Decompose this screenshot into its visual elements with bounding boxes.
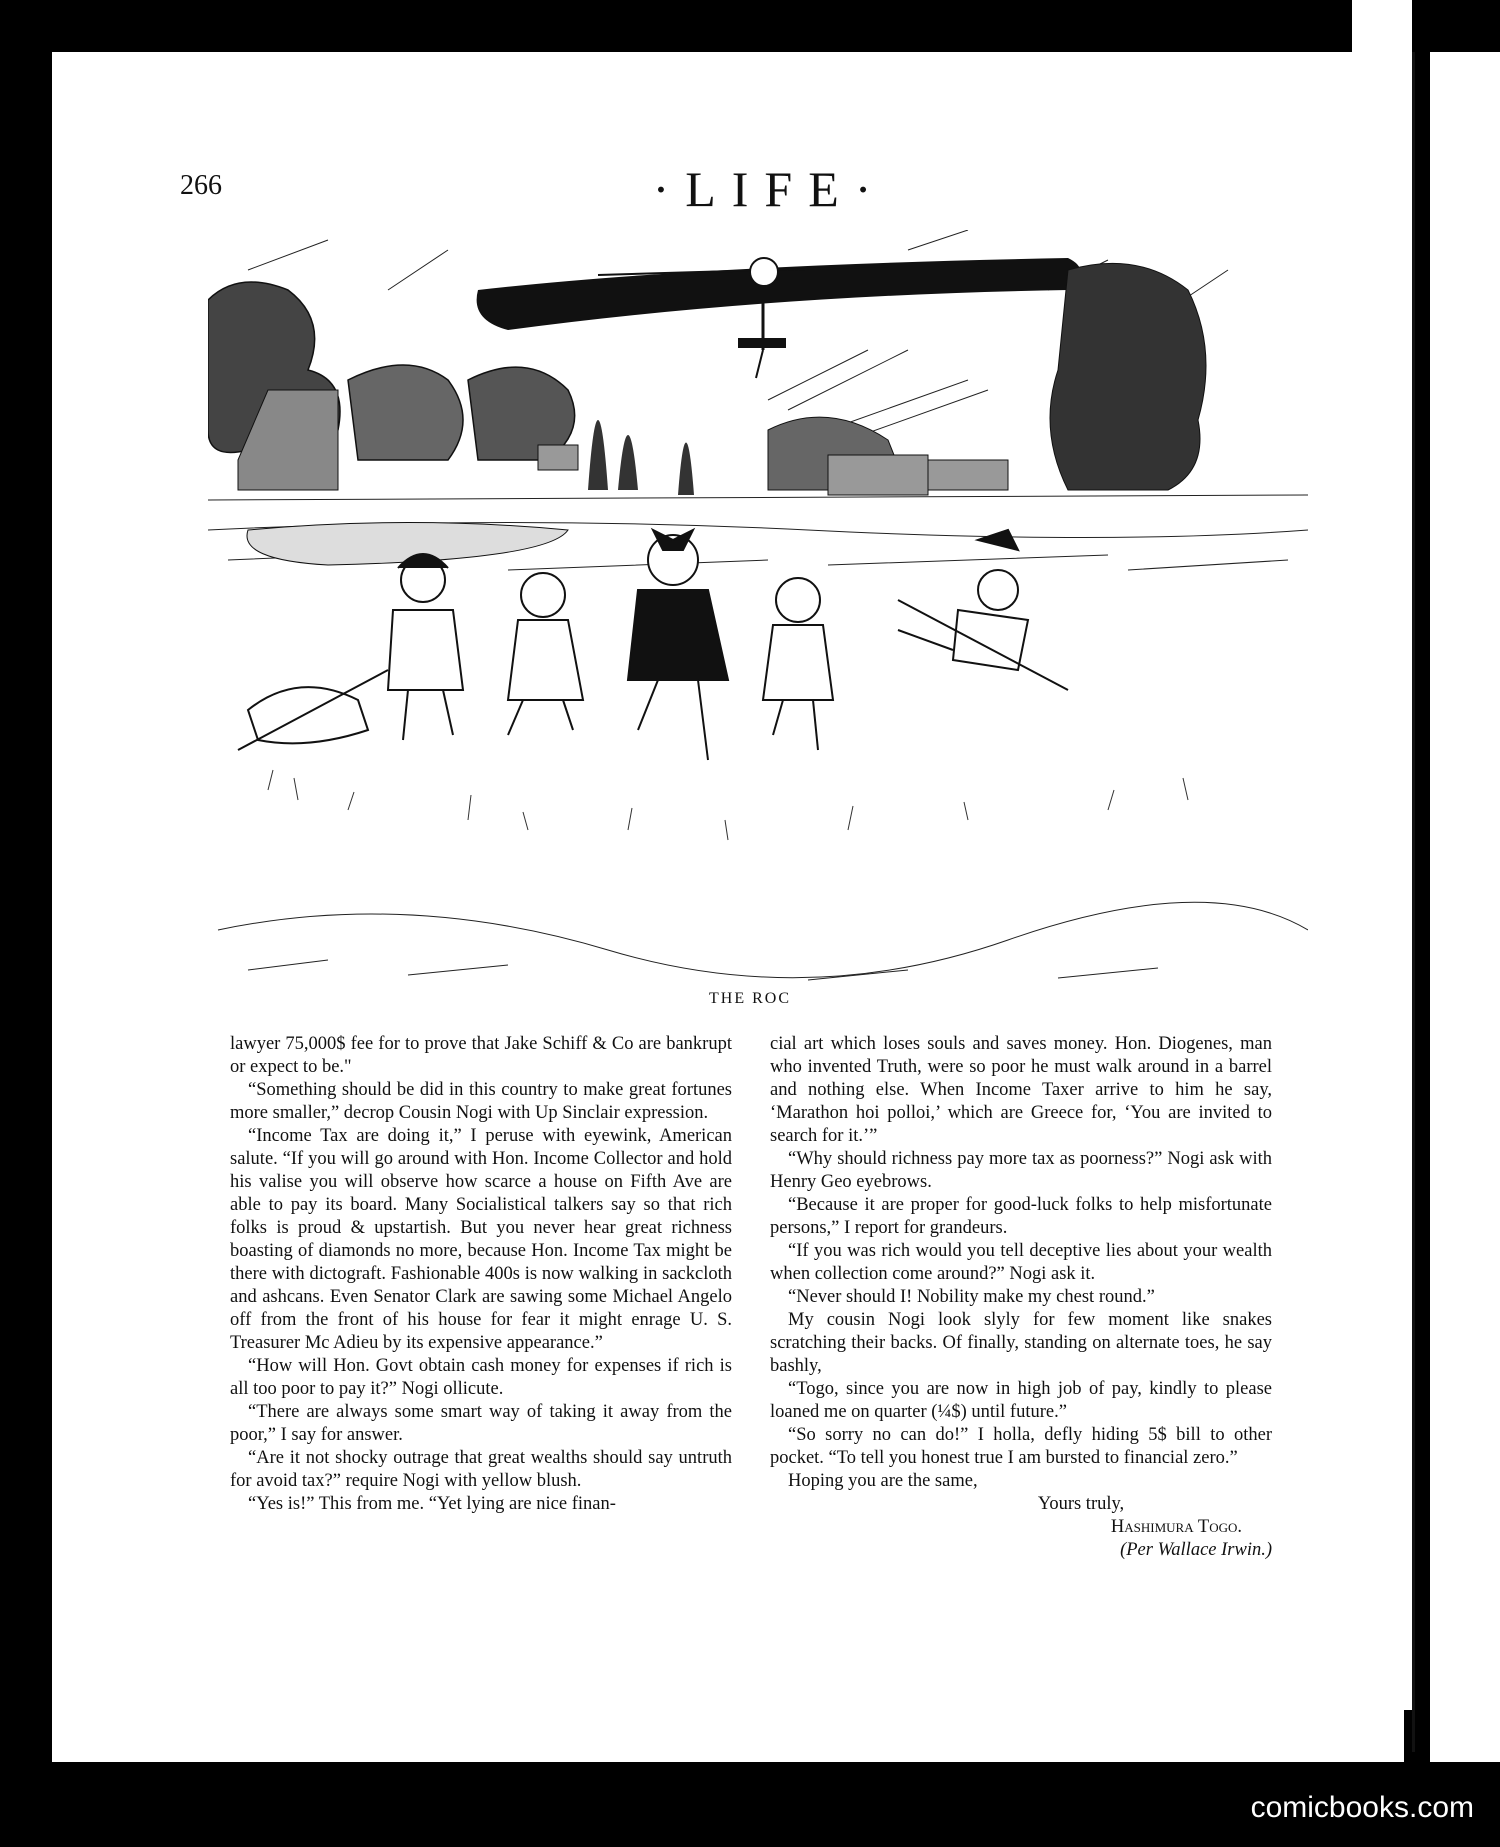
paragraph: lawyer 75,000$ fee for to prove that Jake Schiff & Co are bankrupt or expect to be." [230, 1034, 732, 1077]
paragraph: “If you was rich would you tell deceptive lies about your wealth when collection come around?” Nogi ask it. [770, 1241, 1272, 1284]
airplane-icon [477, 258, 1081, 378]
author-attribution: (Per Wallace Irwin.) [1120, 1540, 1272, 1560]
letter-closing: Hoping you are the same, [788, 1471, 978, 1491]
binding-spine [1412, 52, 1415, 1752]
facing-page-edge [1430, 52, 1500, 1762]
paragraph: “Are it not shocky outrage that great wealths should say untruth for avoid tax?” require Nogi with yellow blush. [230, 1448, 732, 1491]
meadow-hatching [208, 495, 1308, 980]
paragraph: “Something should be did in this country to make great fortunes more smaller,” decrop Cousin Nogi with Up Sinclair expression. [230, 1080, 732, 1123]
magazine-title: ·LIFE· [652, 161, 888, 217]
site-watermark: comicbooks.com [1250, 1791, 1474, 1824]
page-gutter [1352, 0, 1412, 1710]
illustration-the-roc [208, 230, 1308, 990]
paragraph: “Never should I! Nobility make my chest round.” [788, 1287, 1155, 1307]
page-number: 266 [180, 170, 222, 201]
paragraph: My cousin Nogi look slyly for few moment like snakes scratching their backs. Of finally, standing on alternate toes, he say bashly, [770, 1310, 1272, 1376]
author-name: Hashimura Togo. [1110, 1517, 1242, 1537]
paragraph: “Because it are proper for good-luck folks to help misfortunate persons,” I report for grandeurs. [770, 1195, 1272, 1238]
paragraph: “Why should richness pay more tax as poorness?” Nogi ask with Henry Geo eyebrows. [770, 1149, 1272, 1192]
paragraph: “There are always some smart way of taking it away from the poor,” I say for answer. [230, 1402, 732, 1445]
illustration-caption: THE ROC [709, 990, 791, 1007]
paragraph: “Togo, since you are now in high job of pay, kindly to please loaned me on quarter (¼$) until future.” [770, 1379, 1272, 1422]
paragraph: “So sorry no can do!” I holla, defly hiding 5$ bill to other pocket. “To tell you honest true I am bursted to financial zero.” [770, 1425, 1272, 1468]
article-right-column [770, 1033, 1272, 1562]
paragraph: “Yes is!” This from me. “Yet lying are nice finan- [248, 1494, 616, 1514]
article-left-column [230, 1033, 732, 1516]
paragraph: cial art which loses souls and saves money. Hon. Diogenes, man who invented Truth, were so poor he must walk around in a barrel and nothing else. When Income Taxer arrive to him he say, ‘Marathon hoi polloi,’ which are Greece for, ‘You are invited to search for it.’” [770, 1034, 1272, 1146]
paragraph: “Income Tax are doing it,” I peruse with eyewink, American salute. “If you will go around with Hon. Income Collector and hold his valise you will observe how scarce a house on Fifth Ave are able to pay its board. Many Socialistical talkers say so that rich folks is proud & upstartish. But you never hear great richness boasting of diamonds no more, because Hon. Income Tax might be there with dictograft. Fashionable 400s is now walking in sackcloth and ashcans. Even Senator Clark are sawing some Michael Angelo off from the front of his house for fear it might enrage U. S. Treasurer Mc Adieu by its expensive appearance.” [230, 1126, 732, 1353]
grass-strokes [268, 770, 1188, 840]
poplar-trees [588, 420, 694, 495]
paragraph: “How will Hon. Govt obtain cash money for expenses if rich is all too poor to pay it?” Nogi ollicute. [230, 1356, 732, 1399]
letter-signoff: Yours truly, [1037, 1494, 1125, 1514]
